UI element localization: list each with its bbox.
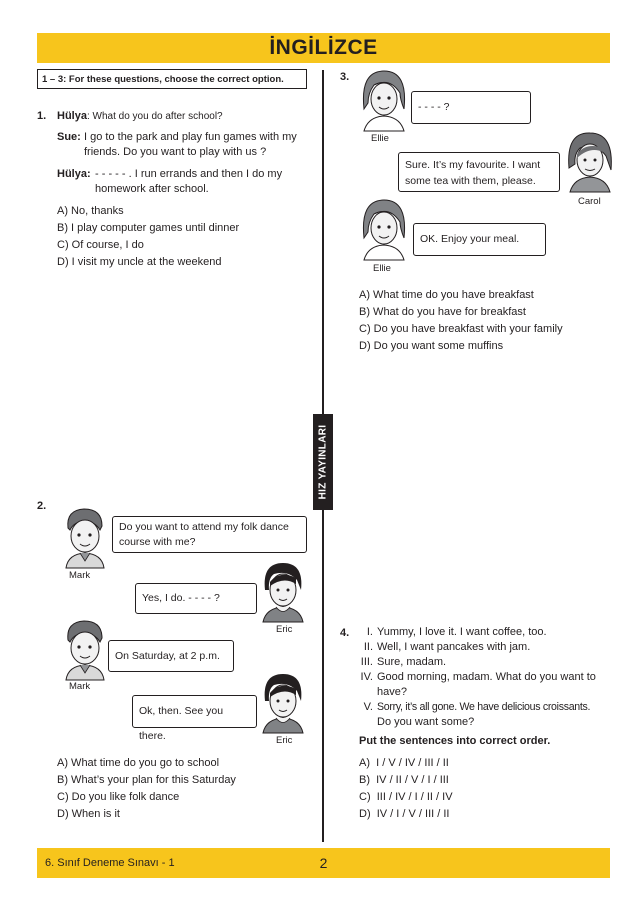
q4-option-c-letter: C) (359, 791, 371, 803)
footer-bar (37, 848, 610, 878)
q2-option-a[interactable]: A) What time do you go to school (57, 757, 220, 769)
q4-option-b-letter: B) (359, 774, 370, 786)
mark-avatar-icon (60, 506, 110, 568)
q4-item-5-text-b: Do you want some? (377, 716, 475, 728)
q3-option-a[interactable]: A) What time do you have breakfast (359, 289, 534, 301)
q1-option-b[interactable]: B) I play computer games until dinner (57, 222, 240, 234)
q2-option-d[interactable]: D) When is it (57, 808, 120, 820)
q1-hulya-text-b: homework after school. (95, 183, 209, 195)
q4-option-a[interactable] (359, 757, 449, 769)
ellie-avatar-icon (360, 69, 408, 131)
q4-item-4-num: IV. (360, 671, 373, 683)
q1-sue-text-a: I go to the park and play fun games with my (84, 131, 297, 143)
eric-avatar-icon (258, 560, 308, 622)
q1-speaker-hulya-2: Hülya: (57, 168, 91, 180)
q3-bubble-3: OK. Enjoy your meal. (413, 223, 546, 256)
eric-avatar-icon (258, 671, 308, 733)
q1-line1-text: : What do you do after school? (86, 111, 223, 122)
q4-option-b-text: IV / II / V / I / III (376, 774, 449, 786)
q4-item-2-num: II. (363, 641, 373, 653)
mark-avatar-icon (60, 618, 110, 680)
ellie-avatar-icon (360, 198, 408, 260)
exam-name: 6. Sınıf Deneme Sınavı - 1 (45, 857, 175, 869)
q1-sue-text-b: friends. Do you want to play with us ? (84, 146, 267, 158)
q4-item-5-num: V. (363, 701, 373, 713)
q1-number: 1. (37, 110, 47, 122)
q2-bubble-1 (112, 516, 307, 553)
q1-line1 (57, 109, 223, 124)
instruction-box: 1 – 3: For these questions, choose the correct option. (37, 69, 307, 89)
q4-option-d-text: IV / I / V / III / II (376, 808, 450, 820)
name-eric-2: Eric (276, 735, 293, 746)
name-ellie-2: Ellie (373, 263, 391, 274)
q3-bubble-1: - - - - ? (411, 91, 531, 124)
q1-speaker-hulya: Hülya (57, 110, 87, 122)
q3-bubble-2 (398, 152, 560, 192)
q4-option-d[interactable] (359, 808, 449, 820)
q4-item-4-text-b: have? (377, 686, 407, 698)
name-carol: Carol (578, 196, 601, 207)
q2-bubble-1-line-b: course with me? (119, 536, 196, 548)
page-number: 2 (319, 855, 328, 871)
q4-item-1-text: Yummy, I love it. I want coffee, too. (377, 626, 547, 638)
publisher-label-text: HIZ YAYINLARI (317, 424, 329, 500)
q4-number: 4. (340, 627, 350, 639)
q1-hulya-text-a: - - - - - . I run errands and then I do my (95, 168, 283, 180)
header-bar (37, 33, 610, 63)
q4-option-c[interactable] (359, 791, 453, 803)
q3-option-d[interactable]: D) Do you want some muffins (359, 340, 504, 352)
q4-item-2-text: Well, I want pancakes with jam. (377, 641, 531, 653)
q3-number: 3. (340, 71, 350, 83)
q2-bubble-3: On Saturday, at 2 p.m. (108, 640, 234, 672)
name-mark-2: Mark (69, 681, 91, 692)
q4-item-3-num: III. (360, 656, 373, 668)
q3-option-c[interactable]: C) Do you have breakfast with your family (359, 323, 563, 335)
carol-avatar-icon (566, 130, 614, 192)
q4-option-a-letter: A) (359, 757, 370, 769)
q1-option-d[interactable]: D) I visit my uncle at the weekend (57, 256, 222, 268)
page-title: İNGİLİZCE (269, 36, 378, 59)
q4-option-c-text: III / IV / I / II / IV (376, 791, 453, 803)
q1-option-a[interactable]: A) No, thanks (57, 205, 124, 217)
q2-bubble-1-line-a: Do you want to attend my folk dance (119, 521, 289, 533)
name-ellie-1: Ellie (371, 133, 389, 144)
publisher-label (313, 414, 333, 510)
q4-item-4-text-a: Good morning, madam. What do you want to (377, 671, 596, 683)
q2-bubble-2: Yes, I do. - - - - ? (135, 583, 257, 614)
q4-option-b[interactable] (359, 774, 449, 786)
name-mark-1: Mark (69, 570, 91, 581)
q2-option-c[interactable]: C) Do you like folk dance (57, 791, 180, 803)
q1-speaker-sue: Sue: (57, 131, 81, 143)
q3-bubble-2-line-a: Sure. It’s my favourite. I want (405, 159, 541, 171)
q2-number: 2. (37, 500, 47, 512)
q2-option-b[interactable]: B) What’s your plan for this Saturday (57, 774, 236, 786)
q3-option-b[interactable]: B) What do you have for breakfast (359, 306, 526, 318)
q4-option-a-text: I / V / IV / III / II (376, 757, 449, 769)
q4-prompt: Put the sentences into correct order. (359, 735, 551, 747)
name-eric-1: Eric (276, 624, 293, 635)
q4-item-3-text: Sure, madam. (377, 656, 447, 668)
q2-bubble-4: Ok, then. See you there. (132, 695, 257, 728)
q1-option-c[interactable]: C) Of course, I do (57, 239, 144, 251)
q4-item-5-text-a: Sorry, it’s all gone. We have delicious croissants. (377, 701, 591, 713)
q4-option-d-letter: D) (359, 808, 371, 820)
q4-item-1-num: I. (366, 626, 373, 638)
q3-bubble-2-line-b: some tea with them, please. (405, 175, 536, 187)
